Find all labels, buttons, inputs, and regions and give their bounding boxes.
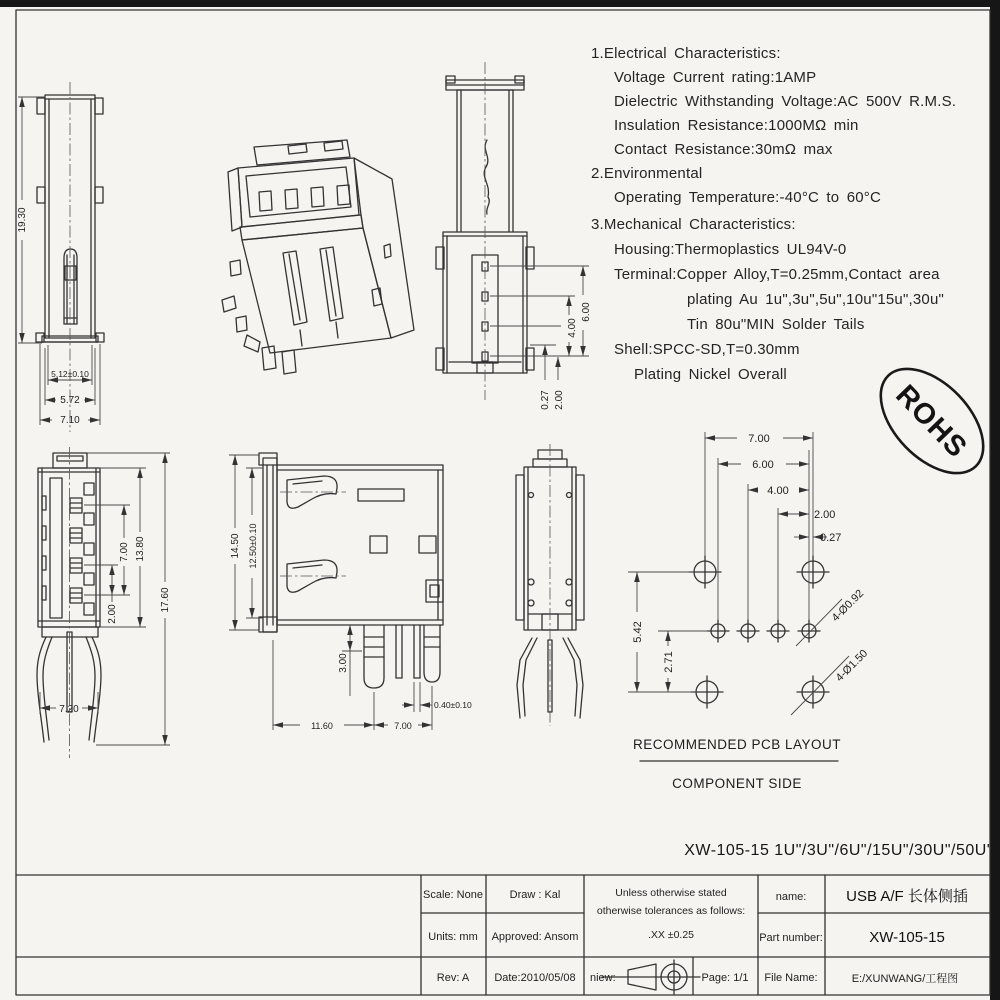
note-line: Shell:SPCC-SD,T=0.30mm: [614, 341, 800, 358]
rev-cell: Rev: A: [436, 972, 470, 984]
pcb-subtitle: COMPONENT SIDE: [672, 776, 802, 791]
part-number-label: Part number:: [759, 932, 823, 944]
note-line: Contact Resistance:30mΩ max: [614, 141, 833, 158]
pcb-dim-2-71: 2.71: [663, 651, 675, 673]
dim-pitch-2-00: 2.00: [107, 604, 118, 624]
page-cell: Page: 1/1: [701, 972, 749, 984]
file-name-value: E:/XUNWANG/工程图: [851, 973, 959, 985]
view-front: [37, 447, 171, 758]
dim-4-00: 4.00: [567, 318, 578, 338]
dim-2-00: 2.00: [554, 390, 565, 410]
rohs-stamp: [862, 350, 1000, 492]
note-line: Plating Nickel Overall: [634, 366, 787, 383]
note-line: plating Au 1u",3u",5u",10u"15u",30u": [687, 291, 945, 308]
part-series-line: XW-105-15 1U"/3U"/6U"/15U"/30U"/50U": [684, 842, 993, 859]
file-name-label: File Name:: [764, 972, 818, 984]
dim-19-30: 19.30: [17, 207, 28, 233]
pcb-dim-2-00: 2.00: [814, 509, 836, 521]
dim-0-40: 0.40±0.10: [434, 700, 472, 710]
dim-13-80: 13.80: [135, 536, 146, 562]
note-line: 1.Electrical Characteristics:: [591, 45, 781, 62]
view-side: [229, 453, 472, 731]
pcb-dim-5-42: 5.42: [632, 621, 644, 643]
tolerance-line-2: otherwise tolerances as follows:: [596, 905, 746, 917]
dim-11-60: 11.60: [311, 721, 333, 731]
projection-symbol: [602, 960, 700, 994]
note-line: 3.Mechanical Characteristics:: [591, 216, 796, 233]
note-line: Insulation Resistance:1000MΩ min: [614, 117, 859, 134]
dim-0-27: 0.27: [540, 390, 551, 410]
part-number-value: XW-105-15: [869, 929, 945, 946]
name-value: USB A/F 长体侧插: [846, 888, 968, 905]
date-cell: Date:2010/05/08: [494, 972, 576, 984]
note-line: Housing:Thermoplastics UL94V-0: [614, 241, 847, 258]
dim-3-00: 3.00: [338, 653, 349, 673]
pcb-title: RECOMMENDED PCB LAYOUT: [632, 737, 842, 752]
approved-cell: Approved: Ansom: [491, 931, 579, 943]
dim-17-60: 17.60: [160, 587, 171, 613]
title-block: [16, 875, 990, 995]
rohs-label: ROHS: [889, 379, 974, 465]
pcb-dim-0-27: 0.27: [820, 532, 842, 544]
view-top: [17, 82, 104, 432]
pcb-dim-7-00: 7.00: [748, 433, 770, 445]
notes-block: [591, 45, 956, 383]
dim-5-72: 5.72: [60, 395, 80, 406]
pcb-hole-small-label: 4-Ø0.92: [829, 587, 867, 625]
view-label: niew:: [590, 972, 616, 984]
pcb-dim-4-00: 4.00: [767, 485, 789, 497]
scale-cell: Scale: None: [423, 889, 483, 901]
view-bottom: [436, 62, 592, 410]
note-line: Voltage Current rating:1AMP: [614, 69, 817, 86]
draw-cell: Draw : Kal: [509, 889, 561, 901]
name-label: name:: [775, 891, 807, 903]
note-line: Dielectric Withstanding Voltage:AC 500V R.M.S.: [614, 93, 957, 110]
tolerance-line-3: .XX ±0.25: [647, 929, 695, 941]
tolerance-line-1: Unless otherwise stated: [615, 887, 727, 899]
note-line: Terminal:Copper Alloy,T=0.25mm,Contact area: [614, 266, 940, 283]
view-rear: [516, 444, 584, 726]
note-line: Tin 80u"MIN Solder Tails: [687, 316, 865, 333]
dim-6-00: 6.00: [581, 302, 592, 322]
note-line: Operating Temperature:-40°C to 60°C: [614, 189, 882, 206]
dim-7-10: 7.10: [60, 415, 80, 426]
pcb-layout: [628, 432, 870, 791]
view-isometric: [222, 140, 414, 374]
dim-12-50: 12.50±0.10: [248, 523, 258, 569]
dim-span-7-00: 7.00: [119, 542, 130, 562]
pcb-dim-6-00: 6.00: [752, 459, 774, 471]
dim-leg-7-00: 7.00: [394, 721, 412, 731]
pcb-hole-large-label: 4-Ø1.50: [833, 647, 871, 685]
dim-7-20: 7.20: [59, 704, 79, 715]
dim-14-50: 14.50: [230, 533, 241, 559]
units-cell: Units: mm: [428, 931, 478, 943]
note-line: 2.Environmental: [591, 165, 703, 182]
dim-5-12: 5.12±0.10: [51, 369, 89, 379]
